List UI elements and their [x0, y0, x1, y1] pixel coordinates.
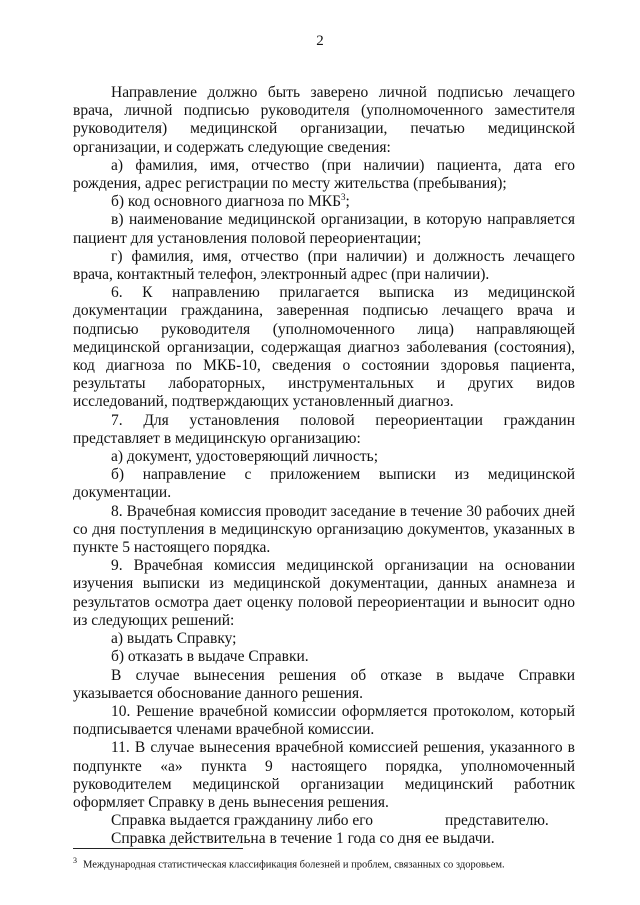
paragraph-6-extract: 6. К направлению прилагается выписка из медицинской документации гражданина, заверенная подписью лечащего врача и подписью руководителя (уполномоченного лица) направляющей медицинской организации, содержащая диагноз заболевания (состояния), код диагноза по МКБ-10, сведения о состоянии здоровья пациента, результаты лабораторных, инструментальных и других видов исследований, подтверждающих установленный диагноз. [73, 284, 575, 411]
item-b-text: б) код основного диагноза по МКБ [111, 193, 342, 211]
paragraph-certificate-issued [73, 812, 575, 830]
footnote-divider [73, 848, 243, 849]
paragraph-refusal-justification: В случае вынесения решения об отказе в выдаче Справки указывается обоснование данного решения. [73, 666, 575, 702]
footnote [73, 854, 583, 872]
page-number: 2 [316, 33, 324, 49]
certificate-issued-start: Справка выдается гражданину либо его [111, 812, 373, 830]
certificate-issued-end: представителю. [444, 812, 549, 830]
footnote-marker: 3 [73, 856, 77, 865]
item-a-issue-certificate: а) выдать Справку; [111, 630, 237, 648]
item-g-physician: г) фамилия, имя, отчество (при наличии) и должность лечащего врача, контактный телефон, электронный адрес (при наличии). [73, 247, 575, 284]
paragraph-10-protocol: 10. Решение врачебной комиссии оформляется протоколом, который подписывается членами врачебной комиссии. [73, 702, 575, 739]
paragraph-7-documents: 7. Для установления половой переориентации гражданин представляет в медицинскую организацию: [73, 411, 575, 447]
item-b-end: ; [345, 193, 350, 211]
paragraph-referral-requirements: Направление должно быть заверено личной подписью лечащего врача, личной подписью руководителя (уполномоченного заместителя руководителя) медицинской организации, печатью медицинской организации, и содержать следующие сведения: [73, 84, 575, 156]
item-v-organization: в) наименование медицинской организации, в которую направляется пациент для установления половой переориентации; [73, 211, 575, 247]
paragraph-certificate-validity: Справка действительна в течение 1 года со дня ее выдачи. [111, 830, 495, 848]
item-a-identity-document: а) документ, удостоверяющий личность; [111, 448, 378, 466]
paragraph-8-commission-meeting: 8. Врачебная комиссия проводит заседание в течение 30 рабочих дней со дня поступления в медицинскую организацию документов, указанных в пункте 5 настоящего порядка. [73, 502, 575, 557]
item-a-patient-details: а) фамилия, имя, отчество (при наличии) пациента, дата его рождения, адрес регистрации по месту жительства (пребывания); [73, 156, 575, 193]
item-b-referral-extract: б) направление с приложением выписки из медицинской документации. [73, 466, 575, 502]
paragraph-9-commission-decision: 9. Врачебная комиссия медицинской организации на основании изучения выписки из медицинской документации, данных анамнеза и результатов осмотра дает оценку половой переориентации и выносит одно из следующих решений: [73, 557, 575, 629]
paragraph-11-issuance: 11. В случае вынесения врачебной комиссией решения, указанного в подпункте «а» пункта 9 настоящего порядка, уполномоченный руководителем медицинской организации медицинский работник оформляет Справку в день вынесения решения. [73, 739, 575, 811]
footnote-reference: 3 [341, 192, 346, 203]
footnote-text: Международная статистическая классификация болезней и проблем, связанных со здоровьем. [83, 859, 505, 871]
item-b-refuse-certificate: б) отказать в выдаче Справки. [111, 648, 309, 666]
document-body [73, 84, 575, 849]
item-b-diagnosis-code [73, 193, 575, 211]
